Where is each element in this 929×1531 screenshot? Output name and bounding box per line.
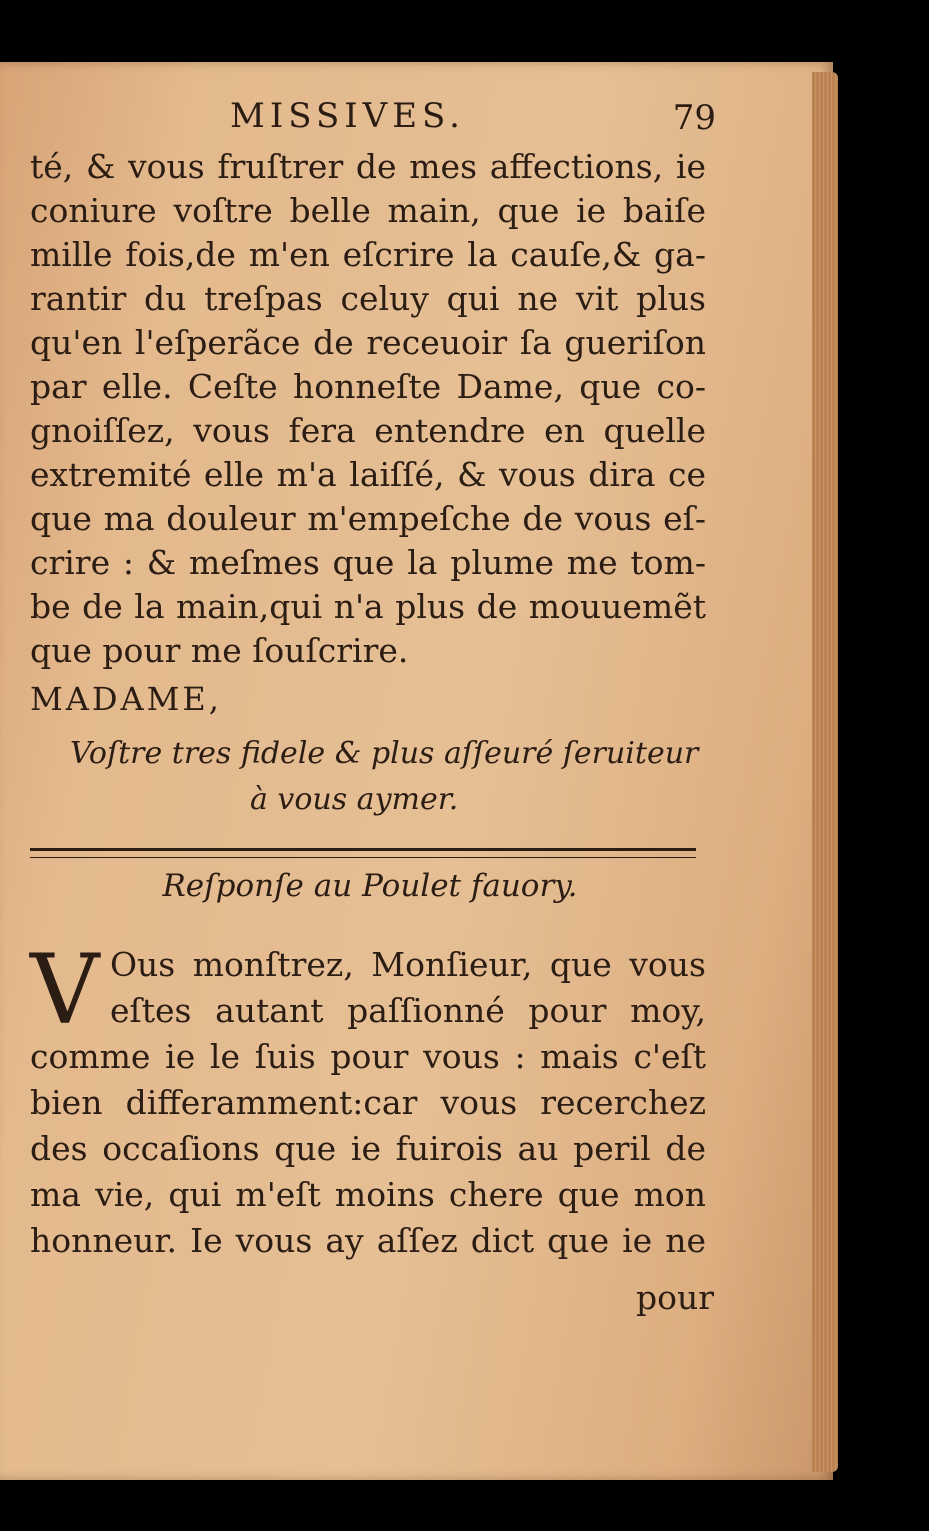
text-line: mille fois,de m'en eſcrire la cauſe,& ga- — [30, 235, 706, 274]
page-edge — [812, 72, 838, 1472]
text-line: gnoiſſez, vous fera entendre en quelle — [30, 411, 706, 450]
text-line: par elle. Ceſte honneſte Dame, que co- — [30, 367, 706, 406]
text-line: rantir du treſpas celuy qui ne vit plus — [30, 279, 706, 318]
text-line: bien differamment:car vous recerchez — [30, 1083, 706, 1122]
text-line: be de la main,qui n'a plus de mouuemẽt — [30, 587, 706, 626]
salutation: MADAME, — [30, 680, 222, 718]
signoff-line: à vous aymer. — [250, 782, 459, 817]
text-line: des occaſions que ie fuirois au peril de — [30, 1129, 706, 1168]
text-line: coniure voſtre belle main, que ie baiſe — [30, 191, 706, 230]
text-line: qu'en l'eſperãce de receuoir ſa gueriſon — [30, 323, 706, 362]
catchword: pour — [636, 1278, 715, 1317]
text-line: crire : & meſmes que la plume me tom- — [30, 543, 706, 582]
text-line: ma vie, qui m'eſt moins chere que mon — [30, 1175, 706, 1214]
section-rule — [30, 848, 696, 858]
text-line: que pour me ſouſcrire. — [30, 631, 409, 670]
drop-cap: V — [30, 934, 100, 1046]
text-line: honneur. Ie vous ay aſſez dict que ie ne — [30, 1221, 706, 1260]
running-head: MISSIVES. — [230, 96, 465, 136]
text-line: extremité elle m'a laiſſé, & vous dira ce — [30, 455, 706, 494]
text-line: eſtes autant paſſionné pour moy, — [110, 991, 706, 1030]
text-line: comme ie le ſuis pour vous : mais c'eſt — [30, 1037, 706, 1076]
page-number: 79 — [672, 98, 716, 138]
signoff-line: Voſtre tres fidele & plus aſſeuré ſeruiteur — [70, 736, 699, 771]
page-header — [30, 92, 720, 136]
text-line: que ma douleur m'empeſche de vous eſ- — [30, 499, 706, 538]
text-line: té, & vous fruſtrer de mes affections, ie — [30, 147, 706, 186]
text-line: Ous monſtrez, Monſieur, que vous — [110, 945, 706, 984]
section-title: Reſponſe au Poulet fauory. — [162, 868, 578, 904]
